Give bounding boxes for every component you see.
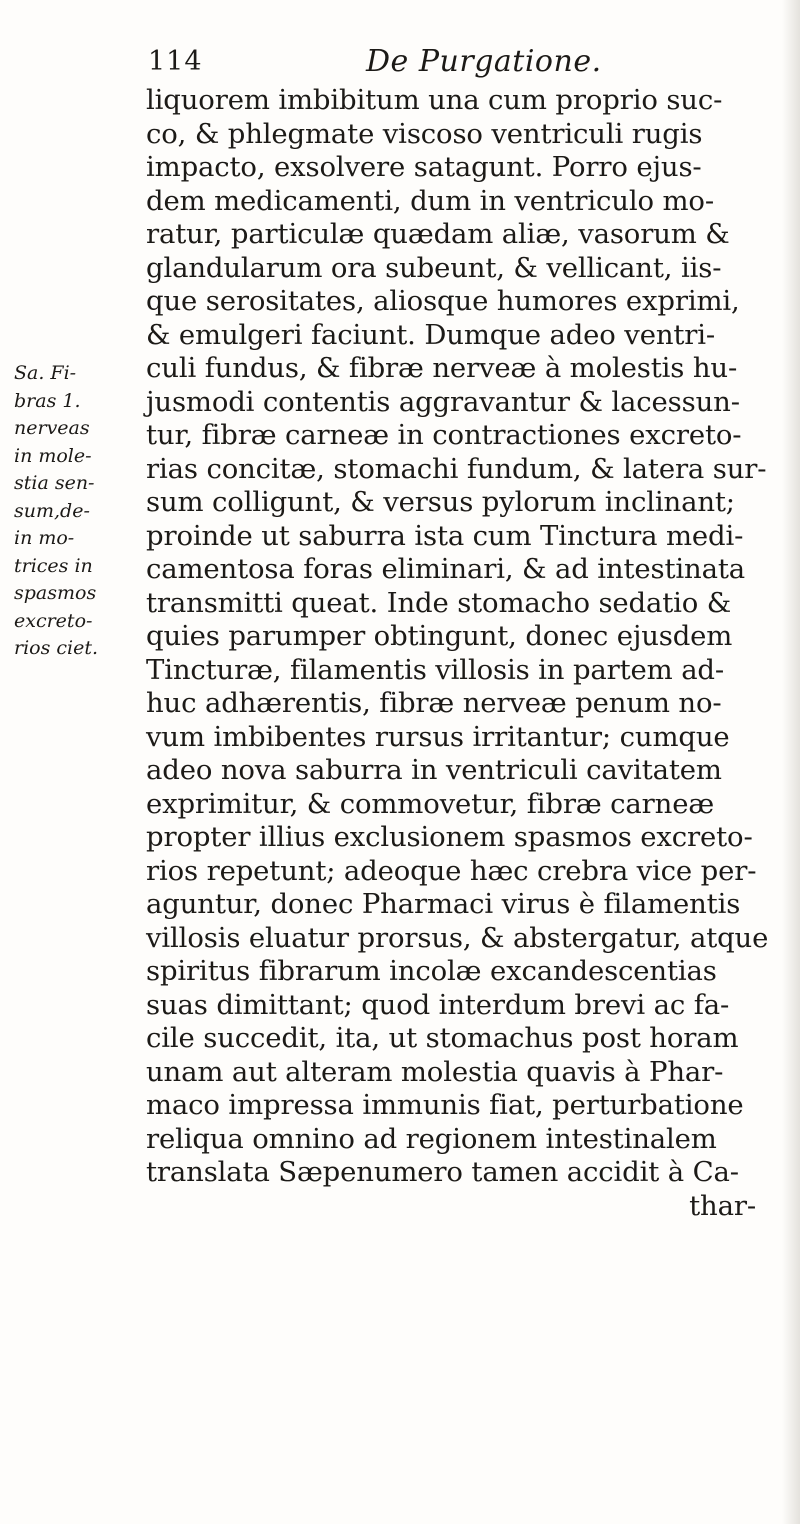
text-line: vum imbibentes rursus irritantur; cumque xyxy=(146,720,730,753)
text-line: huc adhærentis, fibræ nerveæ penum no- xyxy=(146,687,722,719)
text-line: co, & phlegmate viscoso ventriculi rugis xyxy=(146,117,703,150)
text-line: jusmodi contentis aggravantur & lacessun- xyxy=(146,385,740,418)
text-line: dem medicamenti, dum in ventriculo mo- xyxy=(146,184,714,217)
text-line: adeo nova saburra in ventriculi cavitatem xyxy=(146,754,722,786)
text-line: translata Sæpenumero tamen accidit à Ca- xyxy=(146,1156,739,1188)
catchword: thar- xyxy=(689,1189,756,1222)
margin-note-line: trices in xyxy=(14,554,93,577)
margin-note-line: bras 1. xyxy=(14,389,81,412)
margin-note-line: excreto- xyxy=(14,609,93,632)
text-line: unam aut alteram molestia quavis à Phar- xyxy=(146,1055,724,1088)
margin-note-line: nerveas xyxy=(14,417,90,439)
text-line: culi fundus, & fibræ nerveæ à molestis hu- xyxy=(146,352,738,384)
margin-note xyxy=(14,360,146,663)
text-line: glandularum ora subeunt, & vellicant, iis- xyxy=(146,251,722,284)
page-header xyxy=(148,46,788,86)
running-title: De Purgatione. xyxy=(366,44,602,79)
text-line: propter illius exclusionem spasmos excreto- xyxy=(146,821,753,853)
text-line: reliqua omnino ad regionem intestinalem xyxy=(146,1122,717,1155)
text-line: quies parumper obtingunt, donec ejusdem xyxy=(146,620,733,652)
text-line: spiritus fibrarum incolæ excandescentias xyxy=(146,955,717,987)
text-line: impacto, exsolvere satagunt. Porro ejus- xyxy=(146,151,702,183)
text-line: Tincturæ, filamentis villosis in partem ad- xyxy=(146,653,725,686)
margin-note-line: in mo- xyxy=(14,527,75,549)
margin-note-line: stia sen- xyxy=(14,472,95,494)
margin-note-line: sum,de- xyxy=(14,499,90,522)
text-line: cile succedit, ita, ut stomachus post horam xyxy=(146,1022,739,1054)
text-line: liquorem imbibitum una cum proprio suc- xyxy=(146,84,723,116)
text-line: transmitti queat. Inde stomacho sedatio & xyxy=(146,586,732,619)
text-line: maco impressa immunis fiat, perturbatione xyxy=(146,1089,744,1121)
text-line: sum colligunt, & versus pylorum inclinant; xyxy=(146,486,735,518)
margin-note-line: in mole- xyxy=(14,444,92,467)
text-line: villosis eluatur prorsus, & abstergatur, atque xyxy=(146,921,769,954)
text-line: & emulgeri faciunt. Dumque adeo ventri- xyxy=(146,318,716,351)
text-line: ratur, particulæ quædam aliæ, vasorum & xyxy=(146,218,730,250)
margin-note-line: Sa. Fi- xyxy=(14,362,77,384)
body-text xyxy=(146,84,796,1223)
text-line: camentosa foras eliminari, & ad intestinata xyxy=(146,553,745,585)
text-line: rios repetunt; adeoque hæc crebra vice per- xyxy=(146,854,757,887)
text-line: que serositates, aliosque humores exprimi, xyxy=(146,285,740,317)
text-line: proinde ut saburra ista cum Tinctura medi- xyxy=(146,519,744,552)
text-line: tur, fibræ carneæ in contractiones excreto- xyxy=(146,419,742,451)
text-line: aguntur, donec Pharmaci virus è filamentis xyxy=(146,888,741,920)
text-line: exprimitur, & commovetur, fibræ carneæ xyxy=(146,787,715,820)
margin-note-line: rios ciet. xyxy=(14,637,99,659)
margin-note-line: spasmos xyxy=(14,582,97,604)
page-number: 114 xyxy=(148,46,203,77)
text-line: suas dimittant; quod interdum brevi ac fa- xyxy=(146,988,730,1021)
text-line: rias concitæ, stomachi fundum, & latera sur- xyxy=(146,452,767,485)
